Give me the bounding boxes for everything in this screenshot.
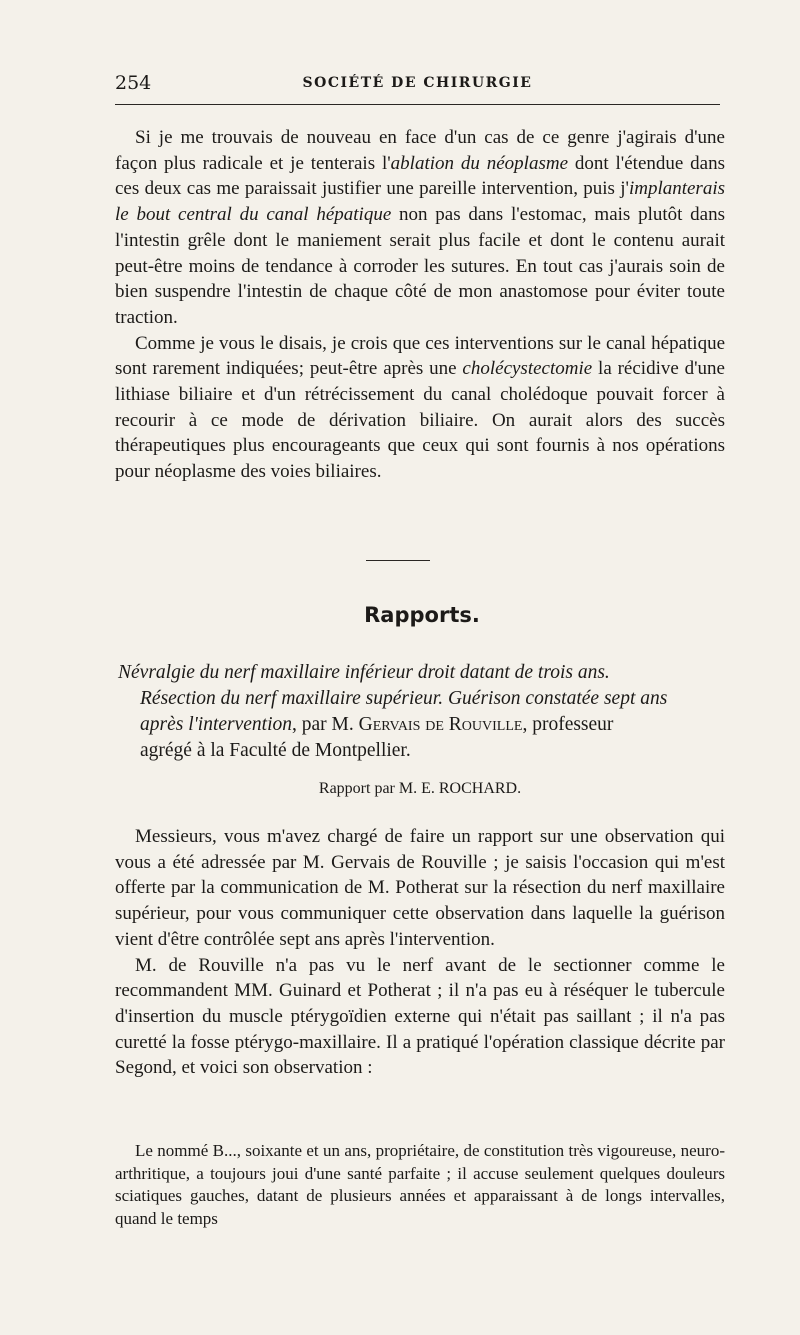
report-title-par: , par M. [292,714,359,735]
intro-p2-text-c: la récidive d'une lithiase biliaire et d'un rétrécissement du canal cholédoque pouvait forcer à recourir à ce mode de dérivation biliaire. On aurait alors des succès thérapeutiques plus encourageants que ceux qui sont fournis à nos opérations pour néoplasme des voies biliaires. [115,358,725,483]
intro-paragraph-1 [115,125,725,331]
report-title-line-3 [118,712,725,738]
intro-p1-text-a: Si je me trouvais de nouveau en face d'un cas de ce genre j'agirais d'une façon plus radicale et je tenterais l' [115,127,725,174]
report-title-line-1: Névralgie du nerf maxillaire inférieur droit datant de trois ans. [118,662,610,683]
journal-title: SOCIÉTÉ DE CHIRURGIE [302,75,533,91]
header-rule [115,104,720,105]
running-head [115,70,720,96]
author-particle: de [420,714,449,735]
report-paragraph-2: M. de Rouville n'a pas vu le nerf avant de le sectionner comme le recommandent MM. Guinard et Potherat ; il n'a pas eu à réséquer le tubercule d'insertion du muscle ptérygoïdien externe qui n'était pas saillant ; il n'a pas curetté la fosse ptérygo-maxillaire. Il a pratiqué l'opération classique décrite par Segond, et voici son observation : [115,954,725,1079]
report-title [118,660,725,764]
author-first-name: Gervais [358,714,421,735]
report-title-italic-after: après l'intervention [140,714,293,735]
intro-p1-italic-ablation: ablation du néoplasme [390,152,569,174]
report-title-line-4: agrégé à la Faculté de Montpellier. [140,740,411,761]
author-last-name: Rouville [448,714,523,735]
intro-p2-italic-cholecystectomie: cholécystectomie [462,358,593,380]
intro-text [115,125,725,485]
section-heading: Rapports. [364,603,480,627]
observation-paragraph: Le nommé B..., soixante et un ans, propriétaire, de constitution très vigoureuse, neuro-arthritique, a toujours joui d'une santé parfaite ; il accuse seulement quelques douleurs sciatiques gauches, datant de plusieurs années et apparaissant à de longs intervalles, quand le temps [115,1141,725,1228]
section-divider [366,560,430,561]
observation-text [115,1140,725,1230]
intro-p1-text-c: dont l'étendue dans ces deux cas me paraissait justifier une pareille intervention, puis j' [115,152,726,200]
report-body [115,824,725,1081]
intro-p2-text-a: Comme je vous le disais, je crois que ces interventions sur le canal hépatique sont rarement indiquées; peut-être après une [115,332,725,380]
report-title-line-2: Résection du nerf maxillaire supérieur. Guérison constatée sept ans [140,688,668,709]
intro-p1-italic-implanterais: implanterais le bout central du canal hépatique [115,178,725,226]
report-title-professeur: , professeur [522,714,614,735]
page-number: 254 [115,72,152,94]
intro-p1-text-e: non pas dans l'estomac, mais plutôt dans l'intestin grêle dont le maniement serait plus facile et dont le contenu aurait peut-être moins de tendance à corroder les sutures. En tout cas j'aurais soin de bien suspendre l'intestin de chaque côté de mon anastomose pour éviter toute traction. [115,204,726,328]
report-paragraph-1: Messieurs, vous m'avez chargé de faire un rapport sur une observation qui vous a été adressée par M. Gervais de Rouville ; je saisis l'occasion qui m'est offerte par la communication de M. Potherat sur la résection du nerf maxillaire supérieur, pour vous communiquer cette observation dans laquelle la guérison vient d'être contrôlée sept ans après l'intervention. [115,826,725,950]
rapporteur-line: Rapport par M. E. ROCHARD. [318,780,522,797]
intro-paragraph-2 [115,331,725,485]
